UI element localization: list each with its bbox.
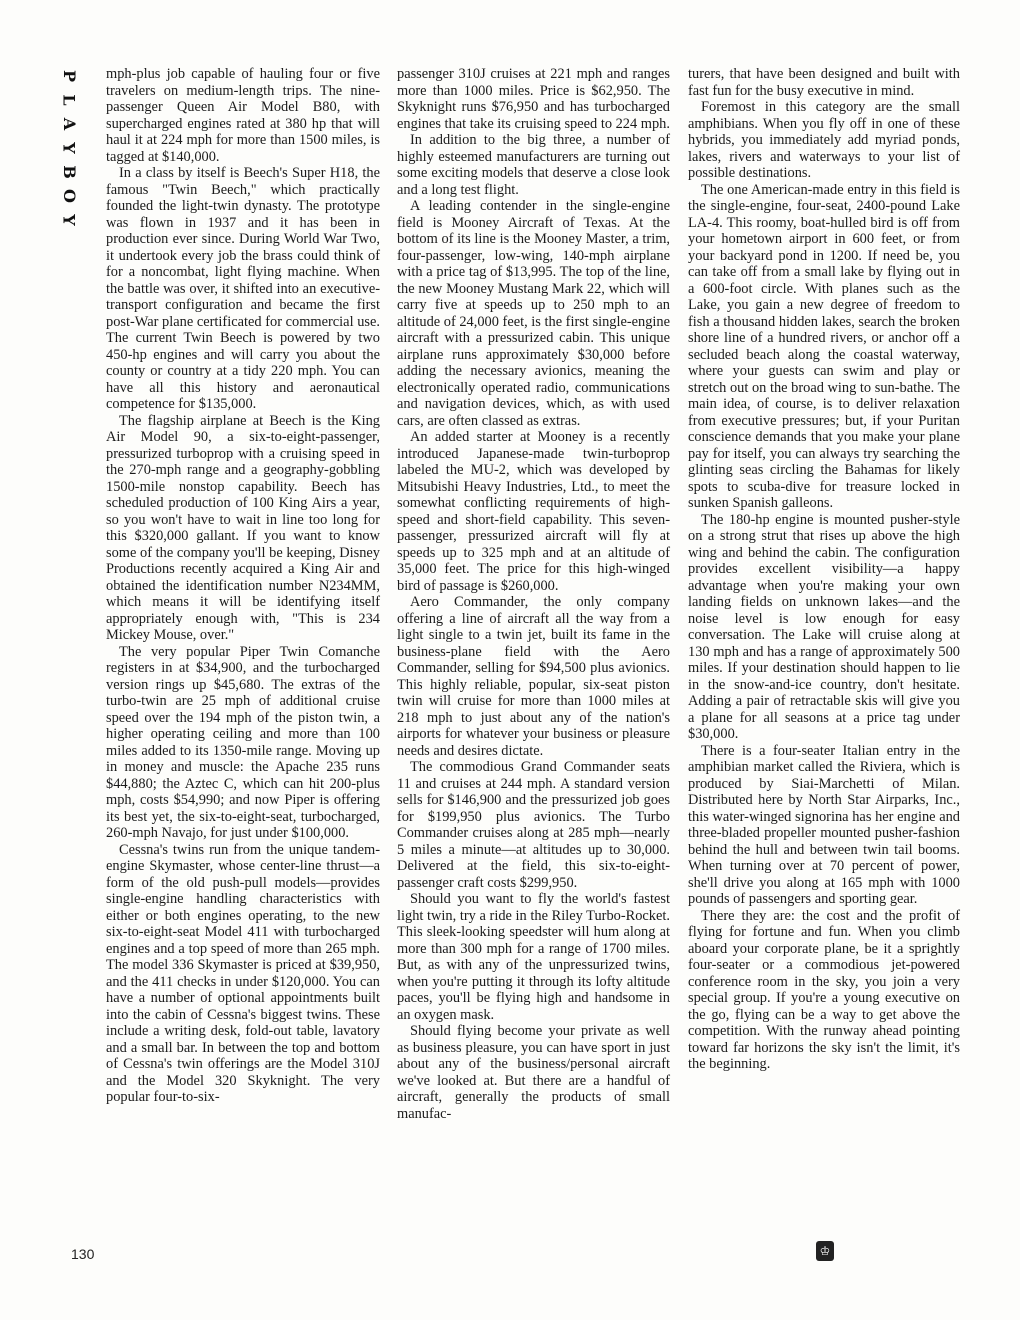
masthead-letter: A	[59, 117, 79, 131]
masthead-letter: O	[60, 189, 79, 203]
paragraph: There is a four-seater Italian entry in the amphibian market called the Riviera, which is produced by Siai-Marchetti of Milan. Distributed here by North Star Airparks, Inc., this water-winged signorina has her engine and three-bladed propeller mounted pusher-fashion behind the hull and between twin tail booms. When turning over at 70 percent of power, she'll drive you along at 165 mph with 1000 pounds of passengers and sporting gear.	[688, 742, 960, 907]
masthead-letter: Y	[59, 142, 79, 154]
masthead-letter: B	[60, 165, 79, 179]
text-column-2	[397, 66, 670, 1122]
masthead-letter: P	[60, 69, 79, 83]
paragraph: The commodious Grand Commander seats 11 and cruises at 244 mph. A standard version sells for $146,900 and the pressurized job goes for $199,950 plus avionics. The Turbo Commander cruises along at 285 mph—nearly 5 miles a minute—at altitudes up to 30,000. Delivered at the field, this six-to-eight-passenger craft costs $299,950.	[397, 759, 670, 891]
paragraph: The one American-made entry in this field is the single-engine, four-seat, 2400-pound Lake LA-4. This roomy, boat-hulled bird is off from your hometown airport in 600 feet, or from your backyard pond in 1200. If need be, you can take off from a small lake by flying out in a 600-foot circle. With planes such as the Lake, you gain a new degree of freedom to fish a thousand hidden lakes, search the broken shore line of a hundred rivers, or anchor off a secluded beach along the coastal waterway, where your guests can swim and play or stretch out on the broad wing to sun-bathe. The main idea, of course, is to deliver relaxation from executive pressures; but, if your Puritan conscience demands that you make your plane pay for itself, you can always try searching the glinting seas circling the Bahamas for likely spots to scuba-dive for treasure locked in sunken Spanish galleons.	[688, 181, 960, 511]
paragraph: In addition to the big three, a number of highly esteemed manufacturers are turning out some exciting models that deserve a close look and a long test flight.	[397, 132, 670, 198]
paragraph: The very popular Piper Twin Comanche registers in at $34,900, and the turbocharged version rings up $45,680. The extras of the turbo-twin are 25 mph of additional cruise speed over the 194 mph of the piston twin, a higher operating ceiling and more than 100 miles added to its 1350-mile range. Moving up in money and muscle: the Apache 235 runs $44,880; the Aztec C, which can hit 200-plus mph, costs $54,990; and now Piper is offering its best yet, the six-to-eight-seat, turbocharged, 260-mph Navajo, for just under $100,000.	[106, 643, 380, 841]
paragraph: The flagship airplane at Beech is the King Air Model 90, a six-to-eight-passenger, pressurized turboprop with a cruising speed in the 270-mph range and a geography-gobbling 1500-mile nonstop capability. Beech has scheduled production of 100 King Airs a year, so you won't have to wait in line too long for this $320,000 gallant. If you want to know some of the company you'll be keeping, Disney Productions recently acquired a King Air and obtained the identification number N234MM, which means it will be identifying itself appropriately enough with, "This is 234 Mickey Mouse, over."	[106, 412, 380, 643]
paragraph: An added starter at Mooney is a recently introduced Japanese-made twin-turboprop labeled the MU-2, which was developed by Mitsubishi Heavy Industries, Ltd., to meet the somewhat conflicting requirements of high-speed and short-field capability. This seven-passenger, pressurized aircraft will fly at speeds up to 325 mph and at an altitude of 35,000 feet. The price for this high-winged bird of passage is $260,000.	[397, 429, 670, 594]
paragraph: Should flying become your private as well as business pleasure, you can have sport in just about any of the business/personal aircraft we've looked at. But there are a handful of aircraft, generally the products of small manufac-	[397, 1023, 670, 1122]
text-column-1	[106, 66, 380, 1106]
paragraph: mph-plus job capable of hauling four or five travelers on medium-length trips. The nine-passenger Queen Air Model B80, with supercharged engines rated at 380 hp that will haul it at 224 mph for more than 1500 miles, is tagged at $140,000.	[106, 66, 380, 165]
rabbit-end-mark-icon: ♔	[816, 1241, 834, 1261]
paragraph: There they are: the cost and the profit of flying for fortune and fun. When you climb aboard your corporate plane, be it a sprightly four-seater or a commodious jet-powered conference room in the sky, you join a very special group. If you're a young executive on the go, flying can be a way to get above the competition. With the runway ahead pointing toward far horizons the sky isn't the limit, it's the beginning.	[688, 907, 960, 1072]
paragraph: turers, that have been designed and built with fast fun for the busy executive in mind.	[688, 66, 960, 99]
paragraph: Cessna's twins run from the unique tandem-engine Skymaster, whose center-line thrust—a form of the old push-pull models—provides single-engine handling characteristics with either or both engines operating, to the new six-to-eight-seat Model 411 with turbocharged engines and a top speed of more than 265 mph. The model 336 Skymaster is priced at $39,950, and the 411 checks in under $120,000. You can have a number of optional appointments built into the cabin of Cessna's biggest twins. These include a writing desk, fold-out table, lavatory and a small bar. In between the top and bottom of Cessna's twin offerings are the Model 310J and the Model 320 Skyknight. The very popular four-to-six-	[106, 841, 380, 1105]
masthead-letter: Y	[59, 214, 79, 226]
paragraph: Foremost in this category are the small amphibians. When you fly off in one of these hybrids, you immediately add myriad ponds, lakes, rivers and waterways to your list of possible destinations.	[688, 99, 960, 181]
paragraph: The 180-hp engine is mounted pusher-style on a strong strut that rises up above the high wing and behind the cabin. The configuration provides excellent visibility—a happy advantage when you're making your own landing fields on unknown lakes—and the noise level is low enough for easy conversation. The Lake will cruise along at 130 mph and has a range of approximately 500 miles. If your destination should happen to lie in the snow-and-ice country, don't hesitate. Adding a pair of retractable skis will give you a plane for all seasons at a price tag under $30,000.	[688, 511, 960, 742]
paragraph: passenger 310J cruises at 221 mph and ranges more than 1000 miles. Price is $62,950. The Skyknight runs $76,950 and has turbocharged engines that take its cruising speed to 224 mph.	[397, 66, 670, 132]
paragraph: In a class by itself is Beech's Super H18, the famous "Twin Beech," which practically founded the light-twin dynasty. The prototype was flown in 1937 and it has been in production ever since. During World War Two, it undertook every job the brass could think of for a noncombat, light flying machine. When the battle was over, it shifted into an executive-transport configuration and became the first post-War plane certificated for commercial use. The current Twin Beech is powered by two 450-hp engines and will carry you about the county or country at a tidy 220 mph. You can have all this history and aeronautical competence for $135,000.	[106, 165, 380, 412]
text-column-3	[688, 66, 960, 1073]
paragraph: Aero Commander, the only company offering a line of aircraft all the way from a light single to a twin jet, built its fame in the business-plane field with the Aero Commander, selling for $94,500 plus avionics. This highly reliable, popular, six-seat piston twin will cruise for more than 1000 miles at 218 mph to just about any of the nation's airports for whatever your business or pleasure needs and desires dictate.	[397, 594, 670, 759]
page-number: 130	[71, 1246, 95, 1262]
paragraph: Should you want to fly the world's fastest light twin, try a ride in the Riley Turbo-Rocket. This sleek-looking speedster will hum along at more than 300 mph for a range of 1700 miles. But, as with any of the unpressurized twins, when you're putting it through its lofty altitude paces, you'll be flying high and handsome in an oxygen mask.	[397, 891, 670, 1023]
paragraph: A leading contender in the single-engine field is Mooney Aircraft of Texas. At the bottom of its line is the Mooney Master, a trim, four-passenger, low-wing, 140-mph airplane with a price tag of $13,995. The top of the line, the new Mooney Mustang Mark 22, which will carry five at speeds up to 250 mph to an altitude of 24,000 feet, is the first single-engine aircraft with a pressurized cabin. This unique airplane runs approximately $30,000 before adding the necessary avionics, meaning the electronically operated radio, communications and navigation devices, which, as with used cars, are often classed as extras.	[397, 198, 670, 429]
playboy-masthead-vertical	[56, 66, 82, 226]
masthead-letter: L	[60, 94, 79, 106]
